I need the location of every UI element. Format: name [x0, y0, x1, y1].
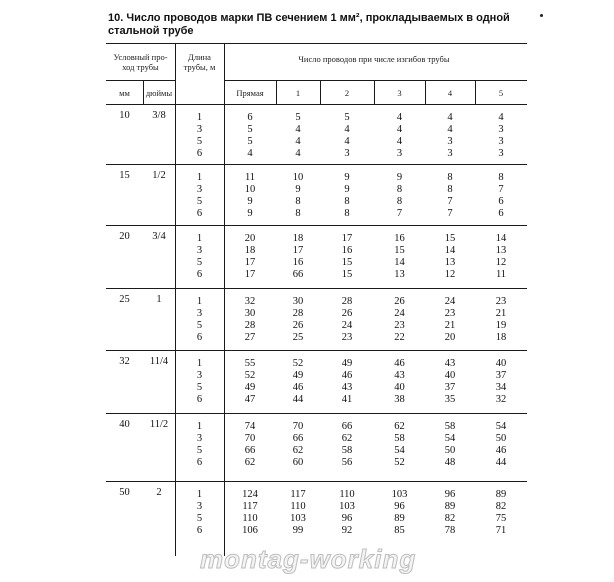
group-divider — [106, 104, 527, 105]
bend-column-values — [374, 296, 425, 344]
wire-count-value: 18 — [495, 332, 507, 343]
wire-count-value: 32 — [495, 394, 507, 405]
bend-column-values — [320, 112, 374, 160]
wire-count-value: 4 — [295, 124, 301, 135]
wire-count-value: 44 — [495, 457, 507, 468]
bend-column-values — [425, 296, 475, 344]
wire-count-value: 103 — [391, 489, 408, 500]
header-pipe-length: Длина трубы, м — [183, 52, 216, 72]
wire-count-value: 15 — [444, 233, 456, 244]
group-mm: 40 — [119, 419, 130, 430]
wire-count-value: 9 — [344, 172, 350, 183]
length-values — [175, 172, 224, 220]
wire-count-value: 30 — [292, 296, 304, 307]
group-inch: 1 — [156, 294, 162, 305]
wire-count-value: 66 — [244, 445, 256, 456]
wire-count-value: 13 — [394, 269, 405, 280]
length-value: 3 — [196, 245, 203, 256]
length-value: 5 — [196, 513, 203, 524]
wire-count-value: 66 — [292, 269, 304, 280]
bend-column-values — [320, 172, 374, 220]
wire-count-value: 89 — [394, 513, 405, 524]
bend-column-values — [475, 112, 527, 160]
wire-count-value: 7 — [447, 208, 453, 219]
wire-count-value: 27 — [244, 332, 256, 343]
wire-count-value: 23 — [444, 308, 456, 319]
wire-count-value: 55 — [244, 358, 256, 369]
bend-column-values — [224, 489, 276, 537]
table-title: 10. Число проводов марки ПВ сечением 1 мм², прокладываемых в одной стальной трубе — [108, 12, 510, 37]
wire-count-value: 17 — [341, 233, 353, 244]
length-value: 3 — [196, 370, 203, 381]
bend-column-values — [475, 233, 527, 281]
wire-count-value: 41 — [341, 394, 353, 405]
wire-count-value: 124 — [242, 489, 258, 500]
wire-count-value: 110 — [242, 513, 258, 524]
bend-column-values — [374, 233, 425, 281]
wire-count-value: 58 — [444, 421, 456, 432]
length-value: 5 — [196, 382, 203, 393]
bend-column-values — [425, 172, 475, 220]
bend-column-values — [425, 358, 475, 406]
wire-count-value: 8 — [396, 196, 403, 207]
wire-count-value: 14 — [394, 257, 405, 268]
wire-count-value: 71 — [495, 525, 507, 536]
wire-count-value: 9 — [295, 184, 301, 195]
bend-column-values — [276, 112, 320, 160]
wire-count-value: 30 — [244, 308, 256, 319]
wire-count-value: 5 — [344, 112, 350, 123]
group-inch: 1/2 — [152, 170, 166, 181]
length-value: 6 — [196, 394, 203, 405]
wire-count-value: 117 — [290, 489, 306, 500]
group-divider — [106, 481, 527, 482]
wire-count-value: 62 — [341, 433, 353, 444]
wire-count-value: 24 — [341, 320, 353, 331]
wire-count-value: 20 — [244, 233, 256, 244]
wire-count-value: 8 — [344, 196, 350, 207]
wire-count-value: 8 — [447, 184, 453, 195]
wire-count-value: 20 — [444, 332, 456, 343]
wire-count-value: 14 — [444, 245, 456, 256]
wire-count-value: 117 — [242, 501, 258, 512]
wire-count-value: 13 — [444, 257, 456, 268]
wire-count-value: 7 — [498, 184, 504, 195]
bend-column-values — [475, 358, 527, 406]
wire-count-value: 96 — [444, 489, 456, 500]
wire-count-value: 58 — [341, 445, 353, 456]
length-value: 5 — [196, 445, 203, 456]
wire-count-value: 52 — [394, 457, 405, 468]
wire-count-value: 85 — [394, 525, 405, 536]
wire-count-value: 28 — [244, 320, 256, 331]
wire-count-value: 18 — [292, 233, 304, 244]
wire-count-value: 46 — [292, 382, 304, 393]
wire-count-value: 4 — [396, 112, 403, 123]
length-value: 1 — [196, 421, 203, 432]
wire-count-value: 5 — [247, 136, 253, 147]
header-bend-3: 3 — [397, 88, 402, 98]
bend-column-values — [425, 233, 475, 281]
wire-count-value: 5 — [247, 124, 253, 135]
bend-column-values — [276, 421, 320, 469]
length-value: 6 — [196, 269, 203, 280]
bend-column-values — [224, 233, 276, 281]
wire-count-value: 8 — [396, 184, 403, 195]
wire-count-value: 92 — [341, 525, 353, 536]
header-inches: дюймы — [145, 88, 173, 98]
wire-count-value: 54 — [444, 433, 456, 444]
bend-column-values — [224, 421, 276, 469]
wire-count-value: 24 — [394, 308, 405, 319]
wire-count-value: 11 — [495, 269, 507, 280]
wire-count-value: 38 — [394, 394, 405, 405]
wire-count-value: 4 — [344, 136, 350, 147]
group-mm: 20 — [119, 231, 130, 242]
wire-count-value: 9 — [247, 196, 253, 207]
wire-count-value: 10 — [292, 172, 304, 183]
wire-count-value: 15 — [341, 269, 353, 280]
wire-count-value: 40 — [394, 382, 405, 393]
bend-column-values — [425, 489, 475, 537]
header-bend-5: 5 — [498, 88, 504, 98]
wire-count-value: 110 — [339, 489, 355, 500]
group-divider — [106, 288, 527, 289]
wire-count-value: 8 — [447, 172, 453, 183]
wire-count-value: 9 — [344, 184, 350, 195]
wire-count-value: 46 — [394, 358, 405, 369]
wire-count-value: 13 — [495, 245, 507, 256]
wire-count-value: 16 — [394, 233, 405, 244]
wire-count-value: 23 — [495, 296, 507, 307]
header-nominal-bore: Условный про-ход трубы — [113, 52, 168, 72]
wire-count-value: 26 — [341, 308, 353, 319]
group-inch: 11/2 — [149, 419, 169, 430]
wire-count-value: 4 — [498, 112, 504, 123]
wire-count-value: 15 — [394, 245, 405, 256]
header-divider-left — [106, 80, 175, 81]
wire-count-value: 4 — [447, 124, 453, 135]
wire-count-value: 62 — [292, 445, 304, 456]
wire-count-value: 3 — [447, 136, 453, 147]
length-value: 6 — [196, 148, 203, 159]
wire-count-value: 89 — [444, 501, 456, 512]
wire-count-value: 54 — [394, 445, 405, 456]
bend-column-values — [224, 296, 276, 344]
group-divider — [106, 225, 527, 226]
wire-count-value: 26 — [394, 296, 405, 307]
wire-count-value: 28 — [292, 308, 304, 319]
wire-count-value: 7 — [396, 208, 403, 219]
bend-column-values — [276, 358, 320, 406]
wire-count-value: 40 — [495, 358, 507, 369]
decorative-dot — [540, 14, 543, 17]
wire-count-value: 16 — [341, 245, 353, 256]
wire-count-value: 49 — [292, 370, 304, 381]
bend-column-values — [374, 172, 425, 220]
bend-column-values — [224, 112, 276, 160]
length-value: 3 — [196, 124, 203, 135]
wire-count-value: 6 — [498, 208, 504, 219]
bend-column-values — [475, 421, 527, 469]
length-value: 5 — [196, 136, 203, 147]
bend-column-values — [320, 489, 374, 537]
wire-count-value: 8 — [295, 208, 301, 219]
bend-column-values — [276, 233, 320, 281]
wire-count-value: 96 — [341, 513, 353, 524]
wire-count-value: 34 — [495, 382, 507, 393]
wire-count-value: 58 — [394, 433, 405, 444]
wire-count-value: 96 — [394, 501, 405, 512]
bend-column-values — [320, 421, 374, 469]
wire-count-value: 106 — [242, 525, 258, 536]
wire-count-value: 103 — [339, 501, 355, 512]
wire-count-value: 66 — [341, 421, 353, 432]
wire-count-value: 37 — [495, 370, 507, 381]
wire-count-value: 17 — [244, 257, 256, 268]
header-mm: мм — [119, 88, 130, 98]
length-value: 5 — [196, 320, 203, 331]
header-wire-count: Число проводов при числе изгибов трубы — [298, 54, 450, 64]
table-top-border — [106, 43, 527, 44]
wire-count-value: 78 — [444, 525, 456, 536]
wire-count-value: 8 — [498, 172, 504, 183]
wire-count-value: 62 — [394, 421, 405, 432]
wire-count-value: 12 — [495, 257, 507, 268]
wire-count-value: 6 — [498, 196, 504, 207]
bend-column-values — [320, 296, 374, 344]
wire-count-value: 4 — [447, 112, 453, 123]
wire-count-value: 3 — [344, 148, 350, 159]
bend-column-values — [374, 421, 425, 469]
wire-count-value: 99 — [292, 525, 304, 536]
wire-count-value: 52 — [292, 358, 304, 369]
header-bend-0: Прямая — [236, 88, 264, 98]
bend-column-values — [320, 233, 374, 281]
wire-count-value: 48 — [444, 457, 456, 468]
wire-count-value: 19 — [495, 320, 507, 331]
bend-column-values — [224, 172, 276, 220]
length-value: 1 — [196, 233, 203, 244]
wire-count-value: 4 — [344, 124, 350, 135]
length-value: 6 — [196, 457, 203, 468]
wire-count-value: 10 — [244, 184, 256, 195]
group-divider — [106, 413, 527, 414]
length-value: 3 — [196, 501, 203, 512]
bend-column-values — [475, 489, 527, 537]
wire-count-value: 89 — [495, 489, 507, 500]
length-values — [175, 358, 224, 406]
wire-count-value: 43 — [394, 370, 405, 381]
group-mm: 15 — [119, 170, 130, 181]
wire-count-value: 4 — [396, 136, 403, 147]
wire-count-value: 11 — [244, 172, 256, 183]
length-values — [175, 489, 224, 537]
wire-count-value: 44 — [292, 394, 304, 405]
group-inch: 3/8 — [152, 110, 166, 121]
length-values — [175, 112, 224, 160]
length-values — [175, 233, 224, 281]
length-value: 6 — [196, 332, 203, 343]
length-value: 1 — [196, 296, 203, 307]
length-value: 1 — [196, 489, 203, 500]
wire-count-value: 52 — [244, 370, 256, 381]
wire-count-value: 4 — [295, 148, 301, 159]
bend-column-values — [224, 358, 276, 406]
group-inch: 11/4 — [149, 356, 169, 367]
wire-count-value: 103 — [290, 513, 306, 524]
wire-count-value: 21 — [444, 320, 456, 331]
header-bend-4: 4 — [447, 88, 453, 98]
wire-count-value: 40 — [444, 370, 456, 381]
wire-count-value: 47 — [244, 394, 256, 405]
wire-count-value: 46 — [341, 370, 353, 381]
wire-count-value: 70 — [292, 421, 304, 432]
wire-count-value: 4 — [295, 136, 301, 147]
length-value: 3 — [196, 433, 203, 444]
length-value: 6 — [196, 525, 203, 536]
wire-count-value: 21 — [495, 308, 507, 319]
header-bend-2: 2 — [344, 88, 350, 98]
wire-count-value: 56 — [341, 457, 353, 468]
wire-count-value: 49 — [244, 382, 256, 393]
wire-count-value: 110 — [290, 501, 306, 512]
wire-count-value: 15 — [341, 257, 353, 268]
length-value: 3 — [196, 308, 203, 319]
wire-count-value: 66 — [292, 433, 304, 444]
wire-count-value: 9 — [247, 208, 253, 219]
group-mm: 50 — [119, 487, 130, 498]
bend-column-values — [475, 172, 527, 220]
wire-count-value: 7 — [447, 196, 453, 207]
wire-count-value: 3 — [498, 136, 504, 147]
wire-count-value: 3 — [498, 124, 504, 135]
group-mm: 32 — [119, 356, 130, 367]
group-mm: 10 — [119, 110, 130, 121]
length-value: 1 — [196, 358, 203, 369]
wire-count-value: 70 — [244, 433, 256, 444]
wire-count-value: 4 — [396, 124, 403, 135]
wire-count-value: 35 — [444, 394, 456, 405]
header-divider-right — [224, 80, 527, 81]
wire-count-value: 46 — [495, 445, 507, 456]
length-values — [175, 421, 224, 469]
group-inch: 3/4 — [152, 231, 166, 242]
length-value: 1 — [196, 112, 203, 123]
group-mm: 25 — [119, 294, 130, 305]
group-inch: 2 — [156, 487, 162, 498]
wire-count-value: 82 — [444, 513, 456, 524]
wire-count-value: 60 — [292, 457, 304, 468]
wire-count-value: 14 — [495, 233, 507, 244]
bend-column-values — [374, 112, 425, 160]
wire-count-value: 5 — [295, 112, 301, 123]
group-divider — [106, 164, 527, 165]
wire-count-value: 37 — [444, 382, 456, 393]
wire-count-value: 43 — [341, 382, 353, 393]
bend-column-values — [276, 296, 320, 344]
wire-count-value: 25 — [292, 332, 304, 343]
wire-count-value: 50 — [495, 433, 507, 444]
watermark: montag-working — [200, 544, 417, 574]
bend-column-values — [320, 358, 374, 406]
wire-count-value: 28 — [341, 296, 353, 307]
wire-count-value: 26 — [292, 320, 304, 331]
length-value: 6 — [196, 208, 203, 219]
length-values — [175, 296, 224, 344]
wire-count-value: 23 — [394, 320, 405, 331]
length-value: 5 — [196, 257, 203, 268]
group-divider — [106, 350, 527, 351]
wire-count-value: 75 — [495, 513, 507, 524]
wire-count-value: 82 — [495, 501, 507, 512]
wire-count-value: 22 — [394, 332, 405, 343]
wire-count-value: 74 — [244, 421, 256, 432]
wire-count-value: 49 — [341, 358, 353, 369]
length-value: 1 — [196, 172, 203, 183]
wire-count-value: 9 — [396, 172, 403, 183]
wire-count-value: 50 — [444, 445, 456, 456]
wire-count-value: 24 — [444, 296, 456, 307]
wire-count-value: 32 — [244, 296, 256, 307]
wire-count-value: 62 — [244, 457, 256, 468]
wire-count-value: 17 — [244, 269, 256, 280]
length-value: 5 — [196, 196, 203, 207]
wire-count-value: 12 — [444, 269, 456, 280]
wire-count-value: 23 — [341, 332, 353, 343]
length-value: 3 — [196, 184, 203, 195]
header-bend-1: 1 — [295, 88, 301, 98]
bend-column-values — [276, 172, 320, 220]
wire-count-value: 8 — [344, 208, 350, 219]
wire-count-value: 6 — [247, 112, 253, 123]
wire-count-value: 8 — [295, 196, 301, 207]
bend-column-values — [425, 421, 475, 469]
wire-count-value: 3 — [447, 148, 453, 159]
bend-column-values — [374, 358, 425, 406]
bend-column-values — [475, 296, 527, 344]
wire-count-value: 3 — [498, 148, 504, 159]
bend-column-values — [425, 112, 475, 160]
wire-count-value: 4 — [247, 148, 253, 159]
wire-count-value: 54 — [495, 421, 507, 432]
wire-count-value: 18 — [244, 245, 256, 256]
wire-count-value: 3 — [396, 148, 403, 159]
wire-count-value: 43 — [444, 358, 456, 369]
wire-count-value: 17 — [292, 245, 304, 256]
bend-column-values — [374, 489, 425, 537]
bend-column-values — [276, 489, 320, 537]
wire-count-value: 16 — [292, 257, 304, 268]
